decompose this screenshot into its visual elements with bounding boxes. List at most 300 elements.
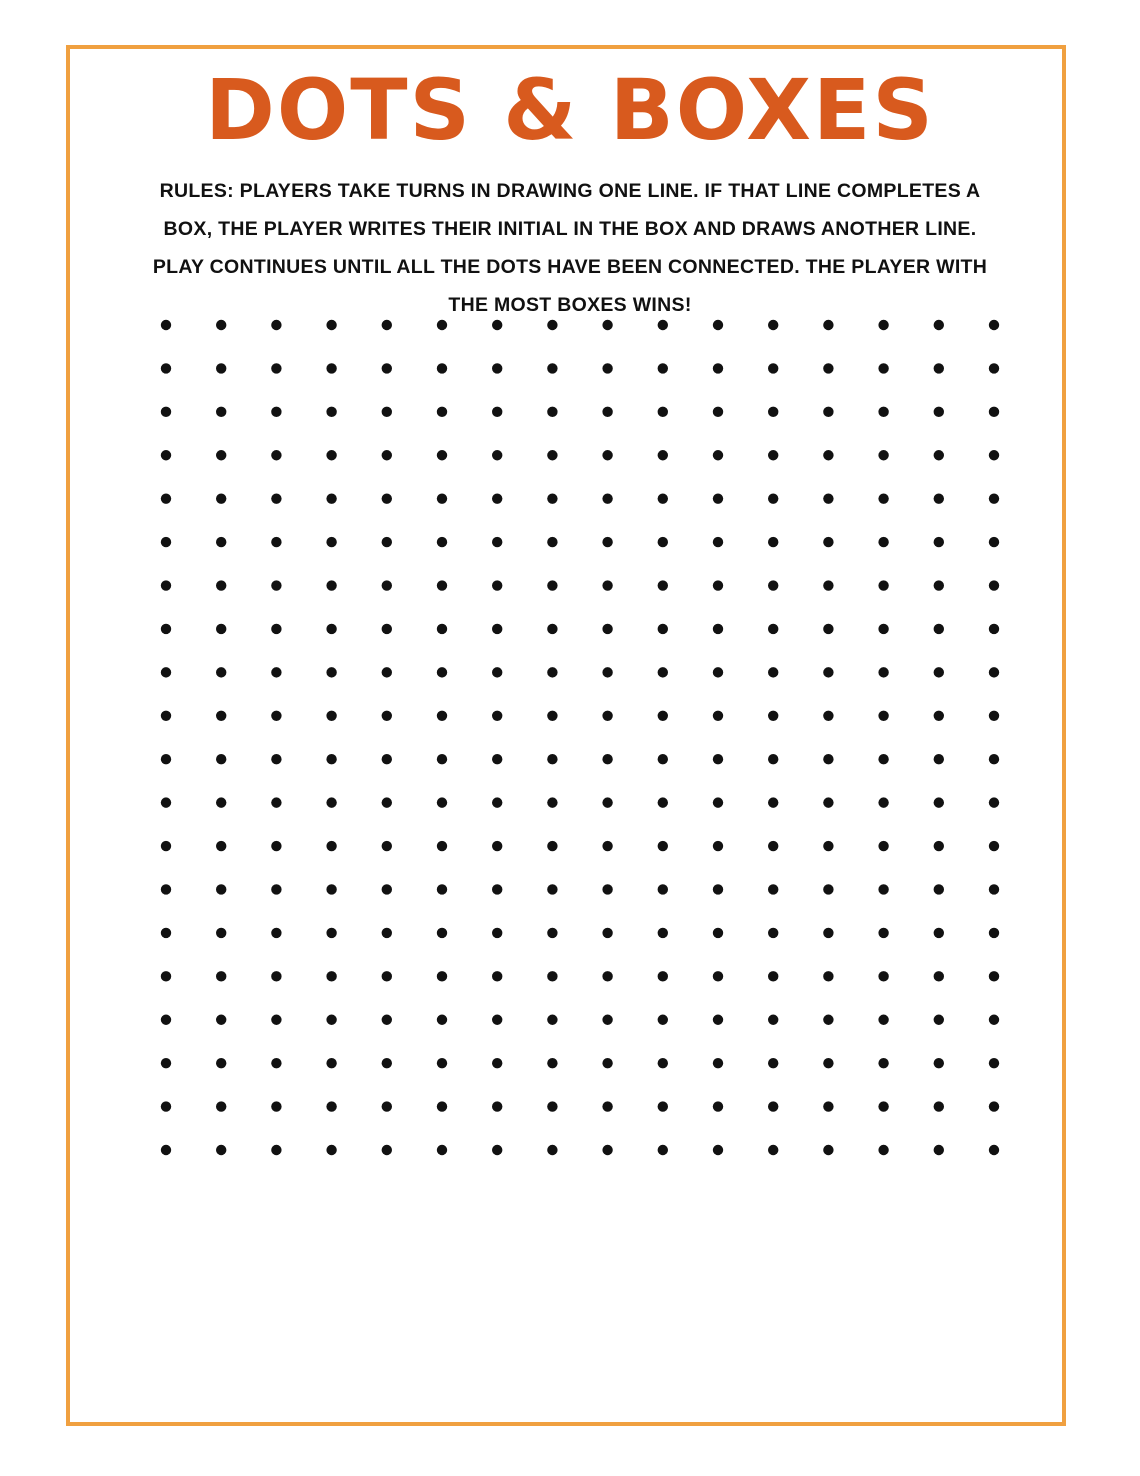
grid-dot-r7-c13[interactable]	[823, 580, 833, 590]
grid-dot-r16-c16[interactable]	[989, 971, 999, 981]
grid-dot-r15-c5[interactable]	[382, 928, 392, 938]
grid-dot-r14-c3[interactable]	[271, 884, 281, 894]
grid-dot-r17-c15[interactable]	[934, 1015, 944, 1025]
grid-dot-r8-c9[interactable]	[602, 624, 612, 634]
grid-dot-r11-c10[interactable]	[658, 754, 668, 764]
grid-dot-r18-c11[interactable]	[713, 1058, 723, 1068]
grid-dot-r3-c7[interactable]	[492, 407, 502, 417]
grid-dot-r3-c15[interactable]	[934, 407, 944, 417]
grid-dot-r9-c14[interactable]	[878, 667, 888, 677]
grid-dot-r15-c10[interactable]	[658, 928, 668, 938]
grid-dot-r19-c4[interactable]	[326, 1101, 336, 1111]
grid-dot-r19-c5[interactable]	[382, 1101, 392, 1111]
grid-dot-r13-c13[interactable]	[823, 841, 833, 851]
grid-dot-r19-c3[interactable]	[271, 1101, 281, 1111]
grid-dot-r5-c14[interactable]	[878, 493, 888, 503]
grid-dot-r7-c2[interactable]	[216, 580, 226, 590]
grid-dot-r14-c14[interactable]	[878, 884, 888, 894]
grid-dot-r6-c11[interactable]	[713, 537, 723, 547]
grid-dot-r9-c12[interactable]	[768, 667, 778, 677]
grid-dot-r5-c4[interactable]	[326, 493, 336, 503]
grid-dot-r12-c13[interactable]	[823, 797, 833, 807]
grid-dot-r15-c7[interactable]	[492, 928, 502, 938]
grid-dot-r8-c6[interactable]	[437, 624, 447, 634]
grid-dot-r8-c14[interactable]	[878, 624, 888, 634]
grid-dot-r3-c3[interactable]	[271, 407, 281, 417]
grid-dot-r4-c13[interactable]	[823, 450, 833, 460]
grid-dot-r6-c2[interactable]	[216, 537, 226, 547]
grid-dot-r12-c15[interactable]	[934, 797, 944, 807]
grid-dot-r14-c16[interactable]	[989, 884, 999, 894]
grid-dot-r17-c9[interactable]	[602, 1015, 612, 1025]
grid-dot-r3-c16[interactable]	[989, 407, 999, 417]
grid-dot-r17-c5[interactable]	[382, 1015, 392, 1025]
grid-dot-r7-c4[interactable]	[326, 580, 336, 590]
grid-dot-r1-c16[interactable]	[989, 320, 999, 330]
grid-dot-r7-c5[interactable]	[382, 580, 392, 590]
grid-dot-r4-c9[interactable]	[602, 450, 612, 460]
grid-dot-r4-c5[interactable]	[382, 450, 392, 460]
grid-dot-r11-c3[interactable]	[271, 754, 281, 764]
grid-dot-r15-c15[interactable]	[934, 928, 944, 938]
grid-dot-r9-c1[interactable]	[161, 667, 171, 677]
grid-dot-r6-c12[interactable]	[768, 537, 778, 547]
grid-dot-r14-c6[interactable]	[437, 884, 447, 894]
grid-dot-r13-c15[interactable]	[934, 841, 944, 851]
grid-dot-r17-c12[interactable]	[768, 1015, 778, 1025]
grid-dot-r13-c14[interactable]	[878, 841, 888, 851]
grid-dot-r16-c12[interactable]	[768, 971, 778, 981]
grid-dot-r16-c13[interactable]	[823, 971, 833, 981]
grid-dot-r2-c14[interactable]	[878, 363, 888, 373]
grid-dot-r5-c15[interactable]	[934, 493, 944, 503]
grid-dot-r9-c13[interactable]	[823, 667, 833, 677]
grid-dot-r18-c15[interactable]	[934, 1058, 944, 1068]
grid-dot-r9-c9[interactable]	[602, 667, 612, 677]
grid-dot-r11-c9[interactable]	[602, 754, 612, 764]
grid-dot-r4-c6[interactable]	[437, 450, 447, 460]
grid-dot-r5-c2[interactable]	[216, 493, 226, 503]
grid-dot-r4-c16[interactable]	[989, 450, 999, 460]
grid-dot-r3-c11[interactable]	[713, 407, 723, 417]
grid-dot-r19-c12[interactable]	[768, 1101, 778, 1111]
grid-dot-r1-c3[interactable]	[271, 320, 281, 330]
grid-dot-r15-c3[interactable]	[271, 928, 281, 938]
grid-dot-r10-c8[interactable]	[547, 711, 557, 721]
grid-dot-r6-c6[interactable]	[437, 537, 447, 547]
grid-dot-r4-c14[interactable]	[878, 450, 888, 460]
grid-dot-r12-c14[interactable]	[878, 797, 888, 807]
grid-dot-r4-c11[interactable]	[713, 450, 723, 460]
grid-dot-r20-c10[interactable]	[658, 1145, 668, 1155]
grid-dot-r16-c11[interactable]	[713, 971, 723, 981]
grid-dot-r5-c16[interactable]	[989, 493, 999, 503]
grid-dot-r17-c10[interactable]	[658, 1015, 668, 1025]
grid-dot-r19-c1[interactable]	[161, 1101, 171, 1111]
grid-dot-r13-c4[interactable]	[326, 841, 336, 851]
grid-dot-r2-c2[interactable]	[216, 363, 226, 373]
grid-dot-r1-c11[interactable]	[713, 320, 723, 330]
grid-dot-r2-c16[interactable]	[989, 363, 999, 373]
grid-dot-r2-c10[interactable]	[658, 363, 668, 373]
grid-dot-r19-c13[interactable]	[823, 1101, 833, 1111]
grid-dot-r18-c7[interactable]	[492, 1058, 502, 1068]
grid-dot-r11-c7[interactable]	[492, 754, 502, 764]
grid-dot-r20-c8[interactable]	[547, 1145, 557, 1155]
grid-dot-r7-c10[interactable]	[658, 580, 668, 590]
grid-dot-r5-c12[interactable]	[768, 493, 778, 503]
grid-dot-r3-c4[interactable]	[326, 407, 336, 417]
grid-dot-r7-c14[interactable]	[878, 580, 888, 590]
grid-dot-r13-c1[interactable]	[161, 841, 171, 851]
grid-dot-r17-c8[interactable]	[547, 1015, 557, 1025]
grid-dot-r5-c13[interactable]	[823, 493, 833, 503]
grid-dot-r8-c7[interactable]	[492, 624, 502, 634]
grid-dot-r10-c11[interactable]	[713, 711, 723, 721]
grid-dot-r13-c11[interactable]	[713, 841, 723, 851]
grid-dot-r7-c3[interactable]	[271, 580, 281, 590]
grid-dot-r13-c7[interactable]	[492, 841, 502, 851]
grid-dot-r5-c5[interactable]	[382, 493, 392, 503]
grid-dot-r18-c2[interactable]	[216, 1058, 226, 1068]
grid-dot-r5-c1[interactable]	[161, 493, 171, 503]
grid-dot-r12-c7[interactable]	[492, 797, 502, 807]
grid-dot-r3-c14[interactable]	[878, 407, 888, 417]
grid-dot-r13-c8[interactable]	[547, 841, 557, 851]
grid-dot-r19-c8[interactable]	[547, 1101, 557, 1111]
grid-dot-r8-c10[interactable]	[658, 624, 668, 634]
grid-dot-r17-c11[interactable]	[713, 1015, 723, 1025]
grid-dot-r7-c15[interactable]	[934, 580, 944, 590]
grid-dot-r18-c8[interactable]	[547, 1058, 557, 1068]
grid-dot-r16-c4[interactable]	[326, 971, 336, 981]
grid-dot-r8-c8[interactable]	[547, 624, 557, 634]
grid-dot-r1-c7[interactable]	[492, 320, 502, 330]
grid-dot-r2-c3[interactable]	[271, 363, 281, 373]
grid-dot-r4-c10[interactable]	[658, 450, 668, 460]
grid-dot-r15-c14[interactable]	[878, 928, 888, 938]
grid-dot-r3-c2[interactable]	[216, 407, 226, 417]
grid-dot-r5-c11[interactable]	[713, 493, 723, 503]
grid-dot-r20-c12[interactable]	[768, 1145, 778, 1155]
grid-dot-r20-c2[interactable]	[216, 1145, 226, 1155]
grid-dot-r14-c7[interactable]	[492, 884, 502, 894]
grid-dot-r18-c10[interactable]	[658, 1058, 668, 1068]
grid-dot-r19-c15[interactable]	[934, 1101, 944, 1111]
grid-dot-r5-c7[interactable]	[492, 493, 502, 503]
grid-dot-r9-c11[interactable]	[713, 667, 723, 677]
grid-dot-r8-c13[interactable]	[823, 624, 833, 634]
grid-dot-r5-c8[interactable]	[547, 493, 557, 503]
grid-dot-r7-c8[interactable]	[547, 580, 557, 590]
grid-dot-r14-c15[interactable]	[934, 884, 944, 894]
grid-dot-r15-c16[interactable]	[989, 928, 999, 938]
grid-dot-r11-c15[interactable]	[934, 754, 944, 764]
grid-dot-r19-c2[interactable]	[216, 1101, 226, 1111]
grid-dot-r10-c5[interactable]	[382, 711, 392, 721]
grid-dot-r1-c14[interactable]	[878, 320, 888, 330]
grid-dot-r1-c9[interactable]	[602, 320, 612, 330]
grid-dot-r12-c9[interactable]	[602, 797, 612, 807]
grid-dot-r14-c2[interactable]	[216, 884, 226, 894]
grid-dot-r15-c4[interactable]	[326, 928, 336, 938]
grid-dot-r14-c11[interactable]	[713, 884, 723, 894]
grid-dot-r9-c4[interactable]	[326, 667, 336, 677]
grid-dot-r13-c9[interactable]	[602, 841, 612, 851]
grid-dot-r2-c6[interactable]	[437, 363, 447, 373]
grid-dot-r10-c6[interactable]	[437, 711, 447, 721]
grid-dot-r5-c3[interactable]	[271, 493, 281, 503]
grid-dot-r18-c1[interactable]	[161, 1058, 171, 1068]
grid-dot-r16-c6[interactable]	[437, 971, 447, 981]
grid-dot-r2-c15[interactable]	[934, 363, 944, 373]
grid-dot-r1-c12[interactable]	[768, 320, 778, 330]
grid-dot-r3-c10[interactable]	[658, 407, 668, 417]
grid-dot-r12-c3[interactable]	[271, 797, 281, 807]
grid-dot-r20-c4[interactable]	[326, 1145, 336, 1155]
grid-dot-r9-c5[interactable]	[382, 667, 392, 677]
grid-dot-r1-c1[interactable]	[161, 320, 171, 330]
grid-dot-r15-c1[interactable]	[161, 928, 171, 938]
grid-dot-r19-c10[interactable]	[658, 1101, 668, 1111]
grid-dot-r11-c11[interactable]	[713, 754, 723, 764]
grid-dot-r14-c12[interactable]	[768, 884, 778, 894]
grid-dot-r15-c6[interactable]	[437, 928, 447, 938]
grid-dot-r16-c1[interactable]	[161, 971, 171, 981]
grid-dot-r16-c10[interactable]	[658, 971, 668, 981]
grid-dot-r20-c11[interactable]	[713, 1145, 723, 1155]
grid-dot-r18-c16[interactable]	[989, 1058, 999, 1068]
grid-dot-r13-c12[interactable]	[768, 841, 778, 851]
grid-dot-r19-c16[interactable]	[989, 1101, 999, 1111]
grid-dot-r20-c7[interactable]	[492, 1145, 502, 1155]
grid-dot-r18-c13[interactable]	[823, 1058, 833, 1068]
grid-dot-r13-c6[interactable]	[437, 841, 447, 851]
grid-dot-r12-c16[interactable]	[989, 797, 999, 807]
grid-dot-r20-c6[interactable]	[437, 1145, 447, 1155]
grid-dot-r7-c7[interactable]	[492, 580, 502, 590]
grid-dot-r10-c1[interactable]	[161, 711, 171, 721]
grid-dot-r4-c12[interactable]	[768, 450, 778, 460]
grid-dot-r4-c8[interactable]	[547, 450, 557, 460]
grid-dot-r10-c16[interactable]	[989, 711, 999, 721]
grid-dot-r6-c10[interactable]	[658, 537, 668, 547]
grid-dot-r4-c15[interactable]	[934, 450, 944, 460]
grid-dot-r10-c15[interactable]	[934, 711, 944, 721]
grid-dot-r16-c8[interactable]	[547, 971, 557, 981]
grid-dot-r9-c6[interactable]	[437, 667, 447, 677]
grid-dot-r17-c14[interactable]	[878, 1015, 888, 1025]
grid-dot-r19-c7[interactable]	[492, 1101, 502, 1111]
grid-dot-r1-c4[interactable]	[326, 320, 336, 330]
grid-dot-r18-c4[interactable]	[326, 1058, 336, 1068]
grid-dot-r11-c2[interactable]	[216, 754, 226, 764]
grid-dot-r18-c6[interactable]	[437, 1058, 447, 1068]
grid-dot-r13-c10[interactable]	[658, 841, 668, 851]
grid-dot-r10-c7[interactable]	[492, 711, 502, 721]
grid-dot-r1-c6[interactable]	[437, 320, 447, 330]
grid-dot-r1-c13[interactable]	[823, 320, 833, 330]
grid-dot-r15-c9[interactable]	[602, 928, 612, 938]
grid-dot-r10-c14[interactable]	[878, 711, 888, 721]
grid-dot-r12-c5[interactable]	[382, 797, 392, 807]
grid-dot-r8-c1[interactable]	[161, 624, 171, 634]
grid-dot-r3-c8[interactable]	[547, 407, 557, 417]
grid-dot-r11-c1[interactable]	[161, 754, 171, 764]
grid-dot-r3-c12[interactable]	[768, 407, 778, 417]
grid-dot-r18-c12[interactable]	[768, 1058, 778, 1068]
grid-dot-r18-c5[interactable]	[382, 1058, 392, 1068]
grid-dot-r2-c11[interactable]	[713, 363, 723, 373]
grid-dot-r12-c11[interactable]	[713, 797, 723, 807]
grid-dot-r12-c1[interactable]	[161, 797, 171, 807]
grid-dot-r8-c11[interactable]	[713, 624, 723, 634]
grid-dot-r19-c9[interactable]	[602, 1101, 612, 1111]
grid-dot-r20-c15[interactable]	[934, 1145, 944, 1155]
grid-dot-r12-c6[interactable]	[437, 797, 447, 807]
grid-dot-r7-c9[interactable]	[602, 580, 612, 590]
grid-dot-r18-c9[interactable]	[602, 1058, 612, 1068]
grid-dot-r17-c13[interactable]	[823, 1015, 833, 1025]
grid-dot-r5-c6[interactable]	[437, 493, 447, 503]
grid-dot-r16-c2[interactable]	[216, 971, 226, 981]
grid-dot-r5-c10[interactable]	[658, 493, 668, 503]
grid-dot-r9-c15[interactable]	[934, 667, 944, 677]
grid-dot-r2-c5[interactable]	[382, 363, 392, 373]
grid-dot-r9-c8[interactable]	[547, 667, 557, 677]
grid-dot-r2-c1[interactable]	[161, 363, 171, 373]
grid-dot-r20-c16[interactable]	[989, 1145, 999, 1155]
grid-dot-r10-c9[interactable]	[602, 711, 612, 721]
grid-dot-r14-c10[interactable]	[658, 884, 668, 894]
grid-dot-r14-c1[interactable]	[161, 884, 171, 894]
grid-dot-r3-c5[interactable]	[382, 407, 392, 417]
grid-dot-r6-c1[interactable]	[161, 537, 171, 547]
grid-dot-r20-c14[interactable]	[878, 1145, 888, 1155]
grid-dot-r13-c2[interactable]	[216, 841, 226, 851]
grid-dot-r14-c13[interactable]	[823, 884, 833, 894]
grid-dot-r17-c7[interactable]	[492, 1015, 502, 1025]
grid-dot-r9-c10[interactable]	[658, 667, 668, 677]
grid-dot-r9-c16[interactable]	[989, 667, 999, 677]
grid-dot-r6-c16[interactable]	[989, 537, 999, 547]
grid-dot-r2-c8[interactable]	[547, 363, 557, 373]
grid-dot-r13-c16[interactable]	[989, 841, 999, 851]
grid-dot-r14-c5[interactable]	[382, 884, 392, 894]
grid-dot-r7-c1[interactable]	[161, 580, 171, 590]
grid-dot-r16-c15[interactable]	[934, 971, 944, 981]
grid-dot-r11-c14[interactable]	[878, 754, 888, 764]
grid-dot-r6-c3[interactable]	[271, 537, 281, 547]
grid-dot-r1-c5[interactable]	[382, 320, 392, 330]
grid-dot-r6-c8[interactable]	[547, 537, 557, 547]
grid-dot-r20-c3[interactable]	[271, 1145, 281, 1155]
grid-dot-r13-c3[interactable]	[271, 841, 281, 851]
grid-dot-r16-c14[interactable]	[878, 971, 888, 981]
grid-dot-r16-c7[interactable]	[492, 971, 502, 981]
grid-dot-r7-c11[interactable]	[713, 580, 723, 590]
grid-dot-r17-c4[interactable]	[326, 1015, 336, 1025]
grid-dot-r12-c2[interactable]	[216, 797, 226, 807]
grid-dot-r7-c16[interactable]	[989, 580, 999, 590]
grid-dot-r14-c9[interactable]	[602, 884, 612, 894]
grid-dot-r14-c8[interactable]	[547, 884, 557, 894]
grid-dot-r8-c3[interactable]	[271, 624, 281, 634]
grid-dot-r8-c15[interactable]	[934, 624, 944, 634]
grid-dot-r4-c7[interactable]	[492, 450, 502, 460]
grid-dot-r19-c14[interactable]	[878, 1101, 888, 1111]
grid-dot-r4-c4[interactable]	[326, 450, 336, 460]
grid-dot-r6-c4[interactable]	[326, 537, 336, 547]
grid-dot-r19-c6[interactable]	[437, 1101, 447, 1111]
grid-dot-r11-c5[interactable]	[382, 754, 392, 764]
grid-dot-r2-c12[interactable]	[768, 363, 778, 373]
grid-dot-r15-c11[interactable]	[713, 928, 723, 938]
grid-dot-r10-c4[interactable]	[326, 711, 336, 721]
grid-dot-r12-c4[interactable]	[326, 797, 336, 807]
grid-dot-r12-c10[interactable]	[658, 797, 668, 807]
grid-dot-r15-c12[interactable]	[768, 928, 778, 938]
grid-dot-r8-c16[interactable]	[989, 624, 999, 634]
grid-dot-r15-c2[interactable]	[216, 928, 226, 938]
grid-dot-r4-c1[interactable]	[161, 450, 171, 460]
grid-dot-r17-c1[interactable]	[161, 1015, 171, 1025]
grid-dot-r2-c9[interactable]	[602, 363, 612, 373]
grid-dot-r8-c4[interactable]	[326, 624, 336, 634]
grid-dot-r1-c15[interactable]	[934, 320, 944, 330]
grid-dot-r4-c2[interactable]	[216, 450, 226, 460]
grid-dot-r17-c6[interactable]	[437, 1015, 447, 1025]
grid-dot-r6-c5[interactable]	[382, 537, 392, 547]
grid-dot-r15-c13[interactable]	[823, 928, 833, 938]
grid-dot-r11-c8[interactable]	[547, 754, 557, 764]
grid-dot-r9-c3[interactable]	[271, 667, 281, 677]
grid-dot-r9-c7[interactable]	[492, 667, 502, 677]
grid-dot-r1-c8[interactable]	[547, 320, 557, 330]
grid-dot-r8-c5[interactable]	[382, 624, 392, 634]
grid-dot-r19-c11[interactable]	[713, 1101, 723, 1111]
grid-dot-r12-c8[interactable]	[547, 797, 557, 807]
grid-dot-r3-c9[interactable]	[602, 407, 612, 417]
grid-dot-r6-c13[interactable]	[823, 537, 833, 547]
grid-dot-r18-c3[interactable]	[271, 1058, 281, 1068]
grid-dot-r13-c5[interactable]	[382, 841, 392, 851]
grid-dot-r11-c6[interactable]	[437, 754, 447, 764]
grid-dot-r7-c12[interactable]	[768, 580, 778, 590]
grid-dot-r2-c7[interactable]	[492, 363, 502, 373]
grid-dot-r12-c12[interactable]	[768, 797, 778, 807]
grid-dot-r11-c12[interactable]	[768, 754, 778, 764]
grid-dot-r17-c16[interactable]	[989, 1015, 999, 1025]
grid-dot-r10-c10[interactable]	[658, 711, 668, 721]
grid-dot-r15-c8[interactable]	[547, 928, 557, 938]
grid-dot-r3-c6[interactable]	[437, 407, 447, 417]
grid-dot-r1-c2[interactable]	[216, 320, 226, 330]
grid-dot-r11-c4[interactable]	[326, 754, 336, 764]
grid-dot-r8-c12[interactable]	[768, 624, 778, 634]
grid-dot-r3-c13[interactable]	[823, 407, 833, 417]
grid-dot-r11-c13[interactable]	[823, 754, 833, 764]
grid-dot-r6-c14[interactable]	[878, 537, 888, 547]
grid-dot-r14-c4[interactable]	[326, 884, 336, 894]
grid-dot-r17-c2[interactable]	[216, 1015, 226, 1025]
grid-dot-r8-c2[interactable]	[216, 624, 226, 634]
grid-dot-r2-c4[interactable]	[326, 363, 336, 373]
grid-dot-r20-c9[interactable]	[602, 1145, 612, 1155]
grid-dot-r5-c9[interactable]	[602, 493, 612, 503]
grid-dot-r16-c5[interactable]	[382, 971, 392, 981]
grid-dot-r6-c7[interactable]	[492, 537, 502, 547]
